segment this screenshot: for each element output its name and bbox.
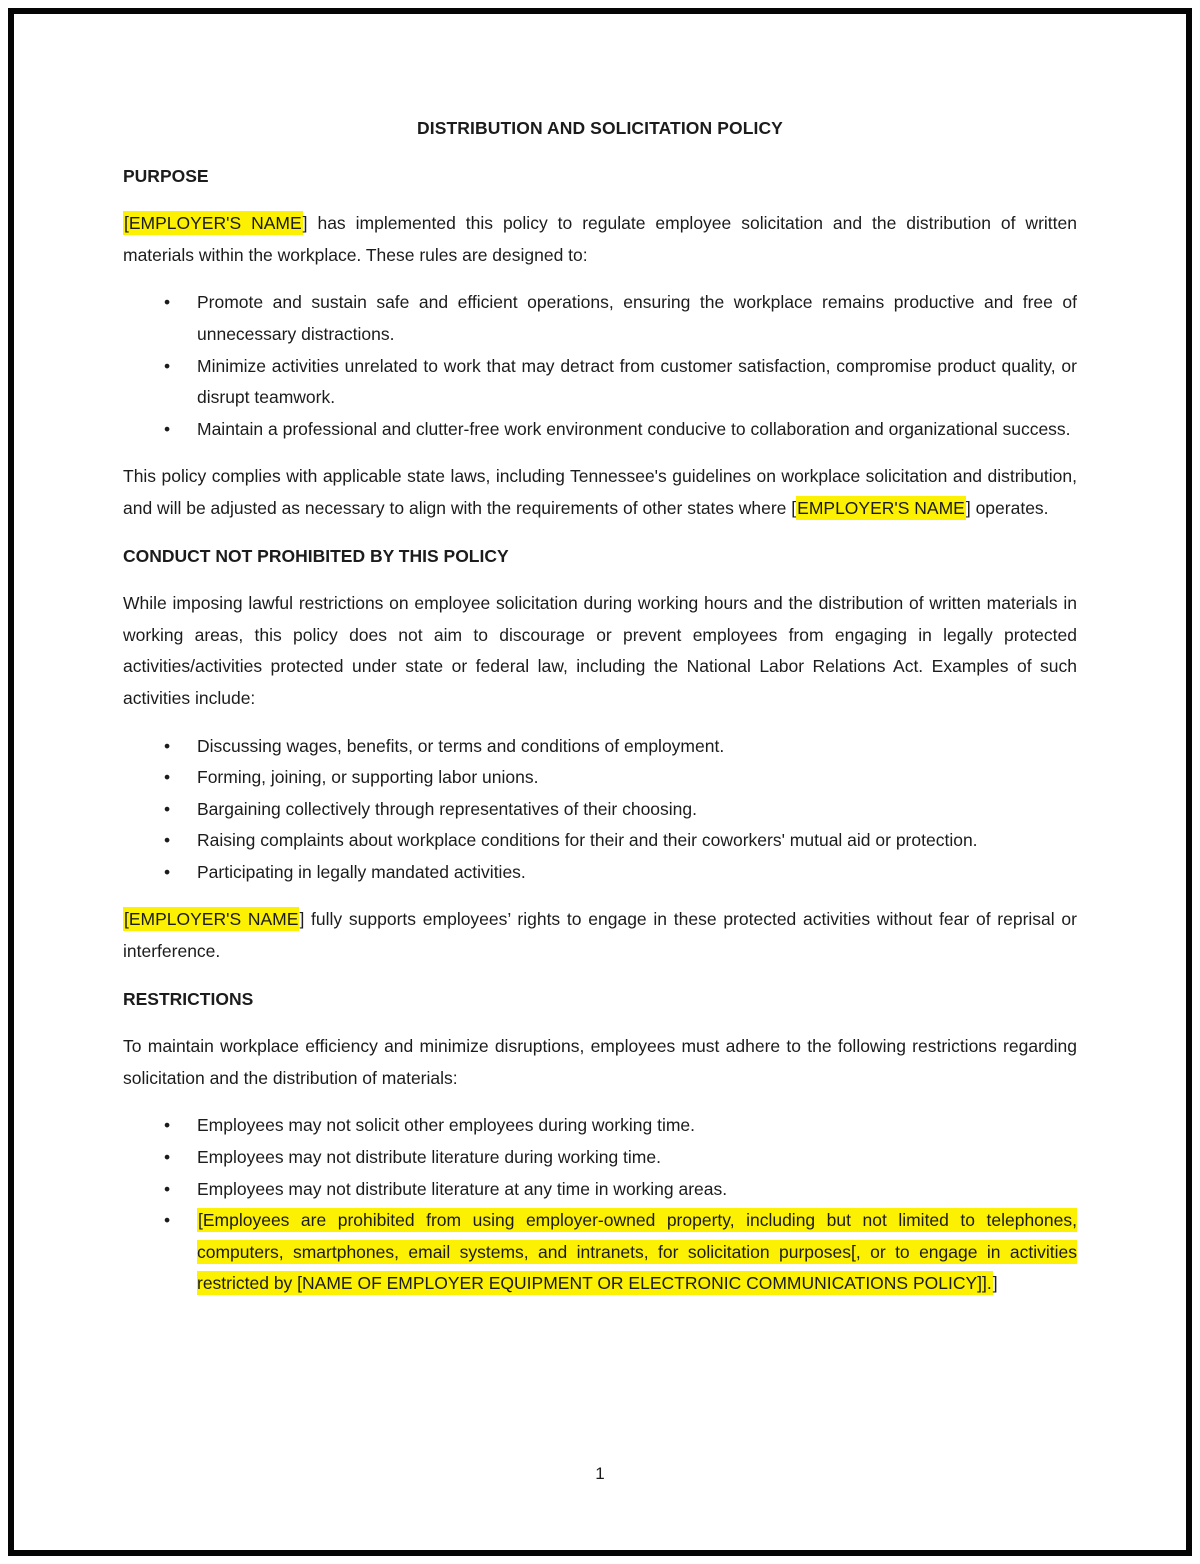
section-heading-restrictions: RESTRICTIONS <box>123 988 254 1009</box>
paragraph-text: This policy complies with applicable state laws, including Tennessee's guidelines on workplace solicitation and distribution, and will be adjusted as necessary to align with the requirements of other states where [ <box>123 466 1077 518</box>
restrictions-intro-paragraph: To maintain workplace efficiency and minimize disruptions, employees must adhere to the following restrictions regarding solicitation and the distribution of materials: <box>123 1036 1077 1088</box>
purpose-paragraph-1 <box>123 208 1077 271</box>
paragraph-text: ] has implemented this policy to regulate employee solicitation and the distribution of written materials within the workplace. These rules are designed to: <box>123 213 1077 265</box>
page-number: 1 <box>595 1464 605 1483</box>
conduct-bullet-list <box>123 731 1077 889</box>
section-heading-purpose: PURPOSE <box>123 165 209 186</box>
highlight-employer-name: EMPLOYER'S NAME <box>797 497 965 518</box>
list-item: • Discussing wages, benefits, or terms and conditions of employment. <box>197 731 1077 763</box>
paragraph-text: ] operates. <box>965 497 1049 518</box>
document-title: DISTRIBUTION AND SOLICITATION POLICY <box>417 118 783 138</box>
highlight-employer-name: [EMPLOYER'S NAME <box>124 213 302 234</box>
list-item: • Minimize activities unrelated to work that may detract from customer satisfaction, compromise product quality, or disrupt teamwork. <box>197 351 1077 414</box>
highlight-employer-name: [EMPLOYER'S NAME <box>124 909 299 930</box>
purpose-paragraph-2 <box>123 461 1077 524</box>
list-item: • Employees may not solicit other employees during working time. <box>197 1110 1077 1142</box>
list-item: • Employees may not distribute literature during working time. <box>197 1142 1077 1174</box>
page-border-frame <box>8 8 1192 1556</box>
purpose-bullet-list <box>123 287 1077 445</box>
list-item: • Promote and sustain safe and efficient operations, ensuring the workplace remains productive and free of unnecessary distractions. <box>197 287 1077 350</box>
highlight-prohibited-property-clause: [Employees are prohibited from using employer-owned property, including but not limited to telephones, computers, smartphones, email systems, and intranets, for solicitation purposes[, or to engage in activities restricted by [NAME OF EMPLOYER EQUIPMENT OR ELECTRONIC COMMUNICATIONS POLICY]]. <box>197 1210 1077 1294</box>
list-item: • Forming, joining, or supporting labor unions. <box>197 762 1077 794</box>
restrictions-bullet-list <box>123 1110 1077 1300</box>
list-item: • Bargaining collectively through representatives of their choosing. <box>197 794 1077 826</box>
list-item: • Raising complaints about workplace conditions for their and their coworkers' mutual aid or protection. <box>197 825 1077 857</box>
list-item-highlighted <box>197 1205 1077 1300</box>
list-item: • Employees may not distribute literature at any time in working areas. <box>197 1174 1077 1206</box>
list-item: • Participating in legally mandated activities. <box>197 857 1077 889</box>
conduct-intro-paragraph: While imposing lawful restrictions on employee solicitation during working hours and the distribution of written materials in working areas, this policy does not aim to discourage or prevent employees from engaging in legally protected activities/activities protected under state or federal law, including the National Labor Relations Act. Examples of such activities include: <box>123 593 1077 708</box>
section-heading-conduct: CONDUCT NOT PROHIBITED BY THIS POLICY <box>123 545 509 566</box>
paragraph-text: ] fully supports employees’ rights to engage in these protected activities without fear of reprisal or interference. <box>123 909 1077 962</box>
paragraph-text: ] <box>992 1273 998 1294</box>
document-content <box>14 14 1186 1550</box>
conduct-closing-paragraph <box>123 904 1077 967</box>
list-item: • Maintain a professional and clutter-free work environment conducive to collaboration and organizational success. <box>197 414 1077 446</box>
